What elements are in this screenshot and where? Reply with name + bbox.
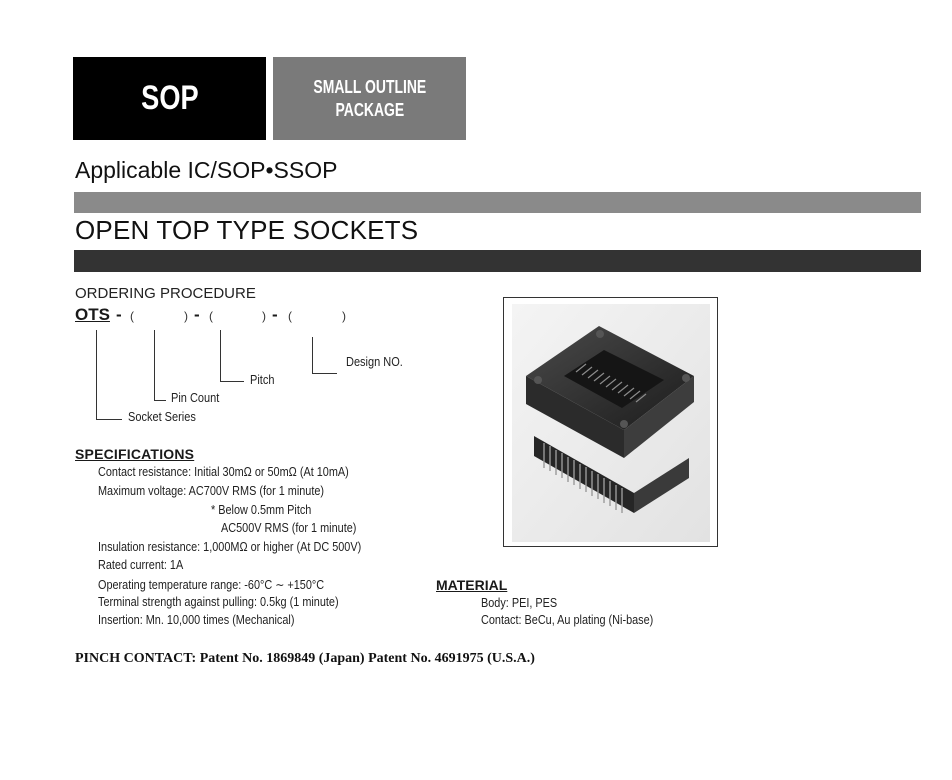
label-pin-count: Pin Count: [171, 391, 220, 405]
dash-1: -: [116, 305, 122, 324]
badge-sub-line1: SMALL OUTLINE: [313, 76, 426, 97]
bracket-open-3: (: [288, 309, 292, 323]
label-socket-series: Socket Series: [128, 410, 196, 424]
socket-photo: [503, 297, 718, 547]
ots-prefix: OTS: [75, 305, 110, 324]
socket-illustration: [504, 298, 717, 546]
gray-divider-bar: [74, 192, 921, 213]
spec-terminal-strength: Terminal strength against pulling: 0.5kg (1 minute): [98, 595, 339, 609]
pitch-connector-horizontal: [220, 381, 244, 382]
sop-badge: SOP: [73, 57, 266, 140]
pin-count-connector-vertical: [154, 330, 155, 401]
series-connector-horizontal: [96, 419, 122, 420]
label-pitch: Pitch: [250, 373, 275, 387]
dark-divider-bar: [74, 250, 921, 272]
material-body: Body: PEI, PES: [481, 596, 558, 610]
specifications-heading: SPECIFICATIONS: [75, 446, 195, 462]
design-connector-horizontal: [312, 373, 337, 374]
bracket-close-2: ): [262, 309, 266, 323]
pitch-connector-vertical: [220, 330, 221, 382]
dash-3: -: [272, 305, 278, 324]
label-design-no: Design NO.: [346, 355, 403, 369]
series-connector-vertical: [96, 330, 97, 420]
small-outline-package-badge: [273, 57, 466, 140]
spec-contact-resistance: Contact resistance: Initial 30mΩ or 50mΩ (At 10mA): [98, 465, 349, 479]
spec-max-voltage: Maximum voltage: AC700V RMS (for 1 minute): [98, 484, 325, 498]
dash-2: -: [194, 305, 200, 324]
section-title: OPEN TOP TYPE SOCKETS: [75, 215, 419, 245]
bracket-open-1: (: [130, 309, 134, 323]
badge-sub-line2: PACKAGE: [335, 99, 404, 120]
bracket-close-1: ): [184, 309, 188, 323]
ordering-heading: ORDERING PROCEDURE: [75, 285, 256, 302]
bracket-close-3: ): [342, 309, 346, 323]
pin-count-connector-horizontal: [154, 400, 166, 401]
applicable-ic: Applicable IC/SOP•SSOP: [75, 157, 338, 183]
design-connector-vertical: [312, 337, 313, 374]
spec-rated-current: Rated current: 1A: [98, 558, 184, 572]
spec-note-line1: * Below 0.5mm Pitch: [211, 503, 312, 517]
spec-operating-temp: Operating temperature range: -60°C ∼ +150°C: [98, 578, 325, 592]
spec-insulation: Insulation resistance: 1,000MΩ or higher (At DC 500V): [98, 540, 362, 554]
spec-note-line2: AC500V RMS (for 1 minute): [221, 521, 357, 535]
patent-note: PINCH CONTACT: Patent No. 1869849 (Japan) Patent No. 4691975 (U.S.A.): [75, 651, 535, 666]
spec-insertion: Insertion: Mn. 10,000 times (Mechanical): [98, 613, 295, 627]
material-heading: MATERIAL: [436, 577, 508, 593]
bracket-open-2: (: [209, 309, 213, 323]
material-contact: Contact: BeCu, Au plating (Ni-base): [481, 613, 654, 627]
